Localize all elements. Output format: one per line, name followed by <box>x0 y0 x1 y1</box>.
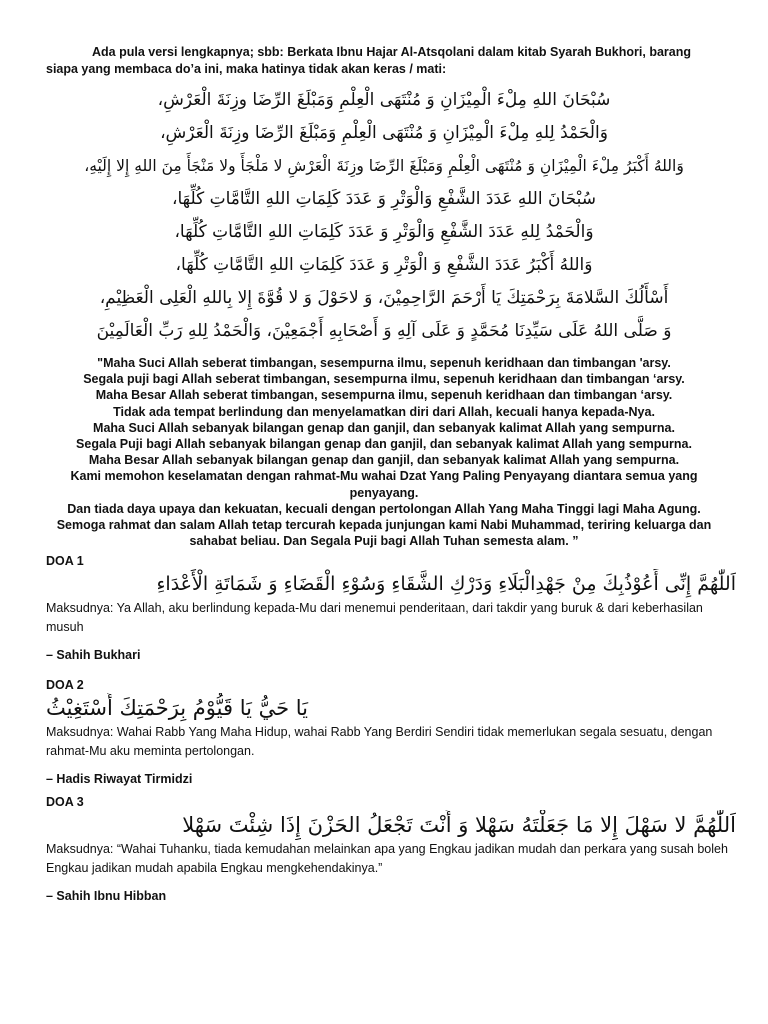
translation-line: Segala Puji bagi Allah sebanyak bilangan genap dan ganjil, dan sebanyak kalimat Allah yang sempurna. <box>76 437 692 452</box>
translation-line: Tidak ada tempat berlindung dan menyelamatkan diri dari Allah, kecuali hanya kepada-Nya. <box>113 404 655 419</box>
translation-line: Maha Besar Allah seberat timbangan, sesempurna ilmu, sepenuh keridhaan dan timbangan ‘arsy. <box>95 388 673 403</box>
doa-title: DOA 1 <box>46 554 84 568</box>
arabic-line: وَ صَلَّى اللهُ عَلَى سَيِّدِنَا مُحَمَّدٍ وَ عَلَى آلِهِ وَ أَصْحَابِهِ أَجْمَعِيْنَ، وَالْحَمْدُ لِلهِ رَبِّ الْعَالَمِيْنَ <box>96 321 672 341</box>
doa-section-1 <box>46 553 736 663</box>
doa-arabic: اَللّٰهُمَّ لا سَهْلَ إِلا مَا جَعَلْتَهُ سَهْلا وَ أَنْتَ تَجْعَلُ الحَزْنَ إِذَا شِئْتَ سَهْلا <box>182 813 736 837</box>
doa-title: DOA 2 <box>46 678 84 692</box>
translation-line: "Maha Suci Allah seberat timbangan, sesempurna ilmu, sepenuh keridhaan dan timbangan 'arsy. <box>97 356 671 370</box>
arabic-line: وَالْحَمْدُ لِلهِ عَدَدَ الشَّفْعِ وَالْوَتْرِ وَ عَدَدَ كَلِمَاتِ اللهِ التَّامَّاتِ كُلِّهَا، <box>174 222 594 242</box>
doa-arabic: يَا حَيُّ يَا قَيُّوْمُ بِرَحْمَتِكَ أَسْتَغِيْثُ <box>46 696 309 720</box>
doa-title: DOA 3 <box>46 795 84 809</box>
doa-meaning: Maksudnya: Ya Allah, aku berlindung kepada-Mu dari menemui penderitaan, dari takdir yang buruk & dari keberhasilan musuh <box>46 601 703 634</box>
translation-line: Semoga rahmat dan salam Allah tetap tercurah kepada junjungan kami Nabi Muhammad, teriring keluarga dan <box>56 518 712 533</box>
doa-section-2 <box>46 677 736 787</box>
doa-source: – Hadis Riwayat Tirmidzi <box>46 772 193 786</box>
translation-line: Maha Suci Allah sebanyak bilangan genap dan ganjil, dan sebanyak kalimat Allah yang sempurna. <box>93 420 675 435</box>
arabic-line: وَالْحَمْدُ لِلهِ مِلْءَ الْمِيْزَانِ وَ مُنْتَهَى الْعِلْمِ وَمَبْلَغَ الرِّضَا وزِنَةَ الْعَرْشِ، <box>160 123 608 143</box>
translation-block <box>40 355 728 549</box>
doa-section-3 <box>46 794 736 904</box>
arabic-line: أَسْأَلُكَ السَّلامَةَ بِرَحْمَتِكَ يَا أَرْحَمَ الرَّاحِمِيْنَ، وَ لاحَوْلَ وَ لا قُوَّةَ إِلا بِاللهِ الْعَلِى الْعَظِيْمِ، <box>99 288 669 308</box>
translation-line: sahabat beliau. Dan Segala Puji bagi Allah Tuhan semesta alam. ” <box>189 534 579 549</box>
arabic-line: سُبْحَانَ اللهِ عَدَدَ الشَّفْعِ وَالْوَتْرِ وَ عَدَدَ كَلِمَاتِ اللهِ التَّامَّاتِ كُلِّهَا، <box>171 189 596 209</box>
translation-line: penyayang. <box>349 485 419 500</box>
doa-meaning: Maksudnya: “Wahai Tuhanku, tiada kemudahan melainkan apa yang Engkau jadikan mudah dan perkara yang susah boleh Engkau jadikan mudah apabila Engkau mengkehendakinya.” <box>46 842 728 875</box>
doa-source: – Sahih Ibnu Hibban <box>46 889 167 903</box>
translation-line: Segala puji bagi Allah seberat timbangan, sesempurna ilmu, sepenuh keridhaan dan timbangan ‘arsy. <box>83 372 685 387</box>
doa-arabic: اَللّٰهُمَّ إِنِّى أَعُوْذُبِكَ مِنْ جَهْدِالْبَلَاءِ وَدَرْكِ الشَّقَاءِ وَسُوْءِ الْقَضَاءِ وَ شَمَاتَةِ الْأَعْدَاءِ <box>156 573 736 595</box>
arabic-line: وَاللهُ أَكْبَرُ عَدَدَ الشَّفْعِ وَ الْوَتْرِ وَ عَدَدَ كَلِمَاتِ اللهِ التَّامَّاتِ كُلِّهَا، <box>175 255 593 275</box>
arabic-dua-block <box>40 84 728 348</box>
intro-text: Ada pula versi lengkapnya; sbb: Berkata Ibnu Hajar Al-Atsqolani dalam kitab Syarah Bukhori, barang siapa yang membaca do’a ini, maka hatinya tidak akan keras / mati: <box>46 45 691 76</box>
translation-line: Kami memohon keselamatan dengan rahmat-Mu wahai Dzat Yang Paling Penyayang diantara semua yang <box>70 469 698 484</box>
arabic-line: سُبْحَانَ اللهِ مِلْءَ الْمِيْزَانِ وَ مُنْتَهَى الْعِلْمِ وَمَبْلَغَ الرِّضَا وزِنَةَ الْعَرْشِ، <box>157 90 611 110</box>
doa-meaning: Maksudnya: Wahai Rabb Yang Maha Hidup, wahai Rabb Yang Berdiri Sendiri tidak memerlukan segala sesuatu, dengan rahmat-Mu aku meminta pertolongan. <box>46 725 713 758</box>
doa-source: – Sahih Bukhari <box>46 648 141 662</box>
translation-line: Dan tiada daya upaya dan kekuatan, kecuali dengan pertolongan Allah Yang Maha Tinggi lagi Maha Agung. <box>67 501 701 516</box>
arabic-line: وَاللهُ أَكْبَرُ مِلْءَ الْمِيْزَانِ وَ مُنْتَهَى الْعِلْمِ وَمَبْلَغَ الرِّضَا وزِنَةَ الْعَرْشِ لا مَلْجَأَ ولا مَنْجَأَ مِنَ اللهِ إِلا إِلَيْهِ، <box>84 157 684 175</box>
intro-paragraph <box>46 44 726 78</box>
translation-line: Maha Besar Allah sebanyak bilangan genap dan ganjil, dan sebanyak kalimat Allah yang sempurna. <box>88 453 680 468</box>
